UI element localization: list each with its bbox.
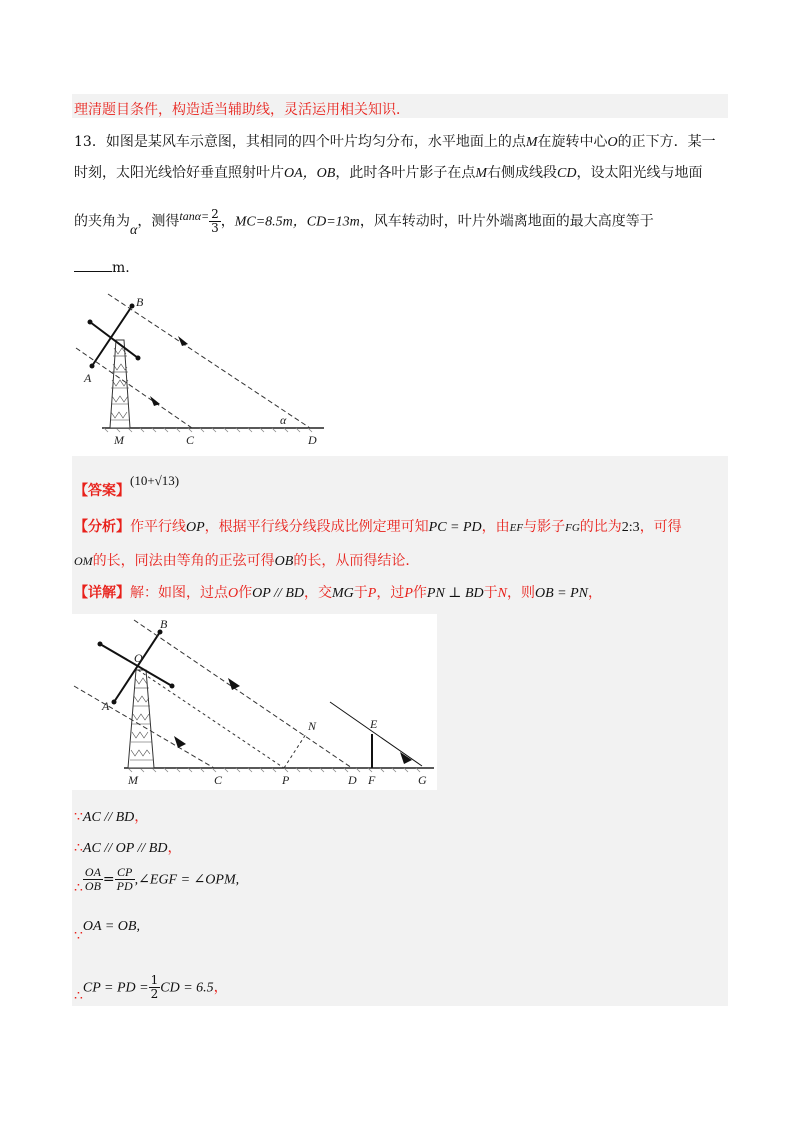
question-line-2: 时刻，太阳光线恰好垂直照射叶片OA，OB，此时各叶片影子在点M右侧成线段CD，设太阳光线与地面 [74, 165, 703, 181]
step-3: ∴ $\frac{OA}{OB}$ = $\frac{CP}{PD}$ ,∠EGF = ∠OPM, [74, 865, 240, 896]
label-b2: B [160, 617, 168, 631]
figure-1 [72, 286, 328, 450]
sun-ray-bd [108, 294, 310, 428]
label-e2: E [370, 717, 378, 731]
step-4: ∵OA = OB, [74, 919, 140, 944]
frac-half: $\frac{1}{2}$ [150, 973, 159, 1001]
label-a: A [84, 371, 92, 385]
label-n2: N [308, 719, 317, 733]
label-m: M [114, 433, 124, 447]
label-c2: C [214, 773, 223, 787]
label-p2: P [282, 773, 290, 787]
step-1: ∵AC // BD， [74, 809, 149, 825]
label-m2: M [128, 773, 138, 787]
sun-ray-ac [76, 348, 192, 428]
label-a2: A [102, 699, 110, 713]
label-b: B [136, 295, 144, 309]
answer-tag: 【答案】 [74, 483, 130, 499]
label-d2: D [348, 773, 357, 787]
intro-note: 理清题目条件，构造适当辅助线，灵活运用相关知识． [74, 102, 410, 118]
ray-arrow-1 [178, 336, 188, 346]
frac-cp-pd: $\frac{CP}{PD}$ [116, 865, 133, 893]
step-2: ∴AC // OP // BD， [74, 840, 182, 856]
figure-2 [72, 614, 437, 790]
question-number: 13． [74, 134, 106, 150]
frac-oa-ob: $\frac{OA}{OB}$ [84, 865, 101, 893]
ray-arrow-2 [150, 396, 160, 406]
question-line-3: 的夹角为α，测得tanα= $\frac{2}{3}$ ，MC=8.5m，CD=13m，风车转动时，叶片外端离地面的最大高度等于 [74, 207, 654, 238]
blade-ab [92, 306, 132, 366]
label-c: C [186, 433, 195, 447]
label-alpha: α [280, 413, 287, 427]
question-line-1: 13．如图是某风车示意图，其相同的四个叶片均匀分布，水平地面上的点M在旋转中心O的正下方．某一 [74, 134, 716, 150]
answer-blank [74, 259, 112, 272]
step-5: ∴CP = PD = $\frac{1}{2}$ CD = 6.5， [74, 973, 228, 1004]
analysis-line-2: OM的长，同法由等角的正弦可得OB的长，从而得结论． [74, 553, 420, 569]
label-f2: F [368, 773, 376, 787]
answer-value: (10+√13) [130, 473, 180, 488]
answer-line [74, 470, 180, 499]
blade-cross [90, 322, 138, 358]
analysis-line-1: 【分析】作平行线OP，根据平行线分线段成比例定理可知PC = PD，由EF与影子FG的比为2:3，可得 [74, 519, 682, 535]
question-line-4: m. [74, 259, 130, 276]
detail-line: 【详解】解：如图，过点O作OP // BD，交MG于P，过P作PN ⊥ BD于N，则OB = PN， [74, 585, 602, 601]
tan-fraction: $\frac{2}{3}$ [211, 207, 219, 235]
label-o2: O [134, 651, 143, 665]
label-g2: G [418, 773, 427, 787]
label-d: D [308, 433, 317, 447]
